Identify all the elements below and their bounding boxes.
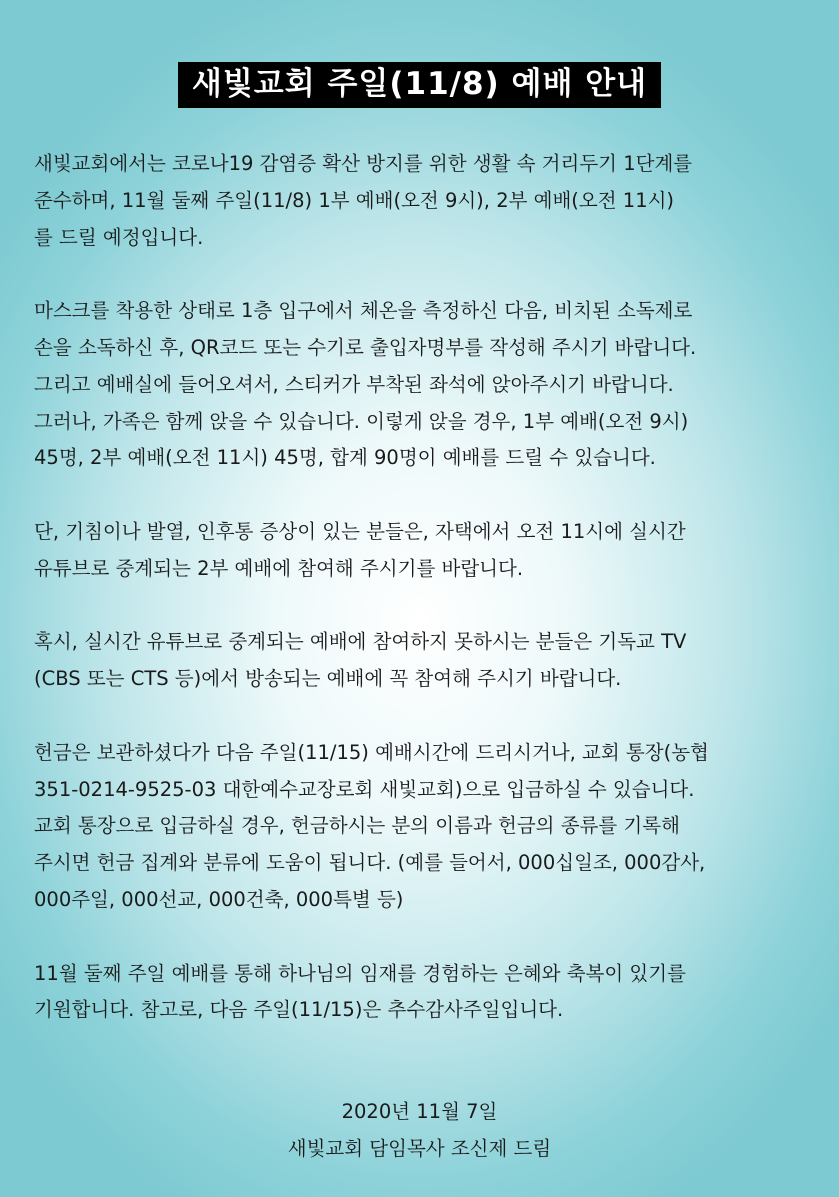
- text-line: 단, 기침이나 발열, 인후통 증상이 있는 분들은, 자택에서 오전 11시에 실시간: [34, 519, 686, 543]
- text-line: 45명, 2부 예배(오전 11시) 45명, 합계 90명이 예배를 드릴 수 있습니다.: [34, 446, 656, 470]
- text-line: 를 드릴 예정입니다.: [34, 225, 204, 249]
- text-line: 새빛교회에서는 코로나19 감염증 확산 방지를 위한 생활 속 거리두기 1단계를: [34, 152, 693, 175]
- text-line: 주시면 헌금 집계와 분류에 도움이 됩니다. (예를 들어서, 000십일조, 000감사,: [34, 851, 706, 875]
- text-line: 그리고 예배실에 들어오셔서, 스티커가 부착된 좌석에 앉아주시기 바랍니다.: [34, 372, 674, 396]
- text-line: 000주일, 000선교, 000건축, 000특별 등): [34, 887, 404, 911]
- paragraph-entry-procedure: [34, 293, 806, 477]
- signature-signer: 새빛교회 담임목사 조신제 드림: [287, 1137, 552, 1160]
- paragraph-offering: [34, 735, 806, 919]
- text-line: 기원합니다. 참고로, 다음 주일(11/15)은 추수감사주일입니다.: [34, 998, 564, 1022]
- text-line: (CBS 또는 CTS 등)에서 방송되는 예배에 꼭 참여해 주시기 바랍니다.: [34, 667, 622, 691]
- notice-body: [34, 146, 806, 1066]
- text-line: 11월 둘째 주일 예배를 통해 하나님의 임재를 경험하는 은혜와 축복이 있기를: [34, 961, 686, 985]
- text-line: 준수하며, 11월 둘째 주일(11/8) 1부 예배(오전 9시), 2부 예배(오전 11시): [34, 188, 675, 212]
- text-line: 그러나, 가족은 함께 앉을 수 있습니다. 이렇게 앉을 경우, 1부 예배(오전 9시): [34, 409, 689, 433]
- signature-date: 2020년 11월 7일: [341, 1100, 498, 1123]
- paragraph-symptoms: [34, 514, 806, 588]
- text-line: 351-0214-9525-03 대한예수교장로회 새빛교회)으로 입금하실 수 있습니다.: [34, 777, 695, 801]
- page-title: 새빛교회 주일(11/8) 예배 안내: [178, 62, 661, 108]
- text-line: 유튜브로 중계되는 2부 예배에 참여해 주시기를 바랍니다.: [34, 556, 524, 580]
- title-container: [0, 62, 839, 108]
- paragraph-blessing: [34, 956, 806, 1030]
- text-line: 마스크를 착용한 상태로 1층 입구에서 체온을 측정하신 다음, 비치된 소독제로: [34, 299, 693, 323]
- paragraph-broadcast: [34, 624, 806, 698]
- paragraph-covid-guidelines: [34, 146, 806, 256]
- text-line: 혹시, 실시간 유튜브로 중계되는 예배에 참여하지 못하시는 분들은 기독교 TV: [34, 630, 687, 654]
- text-line: 손을 소독하신 후, QR코드 또는 수기로 출입자명부를 작성해 주시기 바랍니다.: [34, 335, 697, 359]
- text-line: 헌금은 보관하셨다가 다음 주일(11/15) 예배시간에 드리시거나, 교회 통장(농협: [34, 740, 709, 764]
- text-line: 교회 통장으로 입금하실 경우, 헌금하시는 분의 이름과 헌금의 종류를 기록해: [34, 814, 680, 838]
